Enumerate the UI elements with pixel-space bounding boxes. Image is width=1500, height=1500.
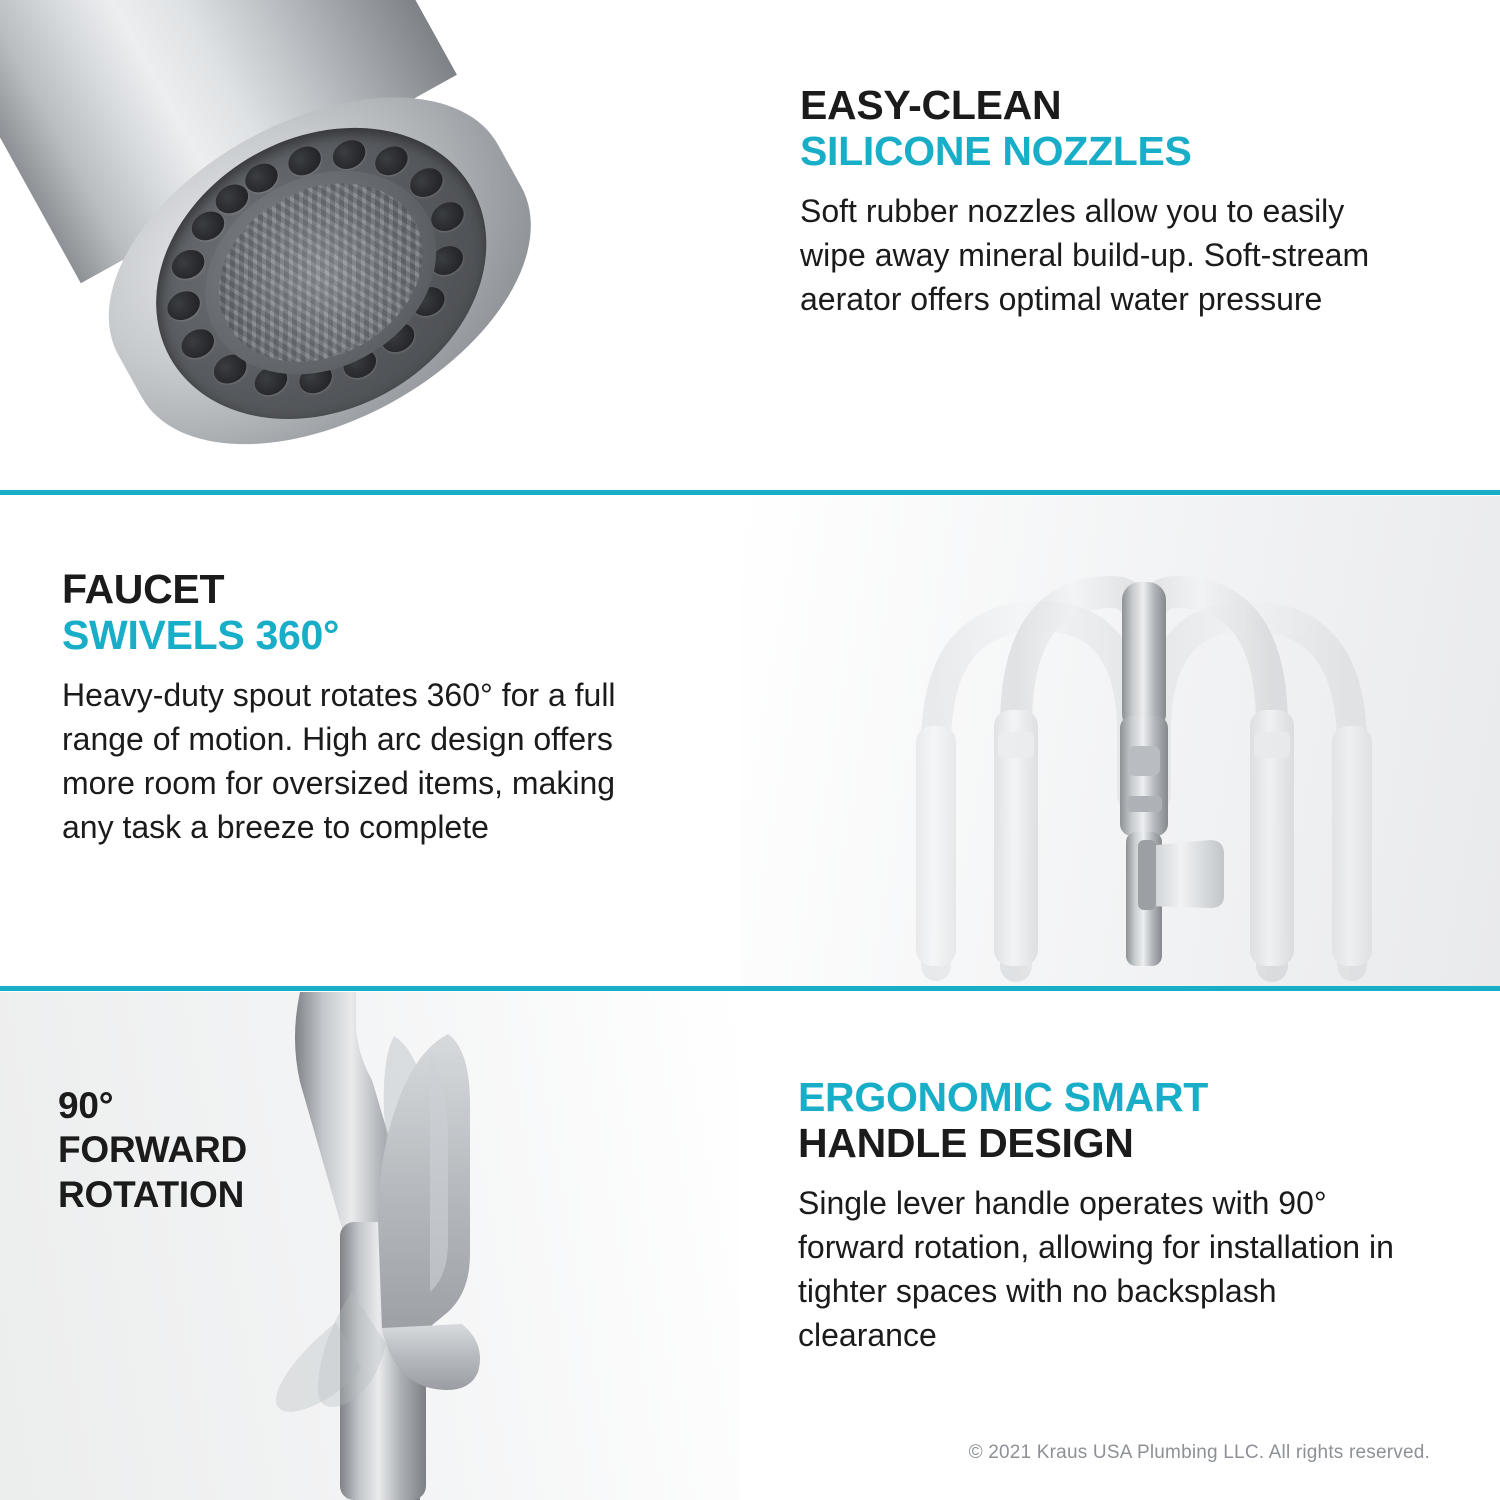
panel-handle-rotation <box>0 992 1500 1500</box>
swivel-textblock <box>62 566 682 849</box>
section-divider <box>0 490 1500 495</box>
swivel-body-text: Heavy-duty spout rotates 360° for a full range of motion. High arc design offers more room for oversized items, making any task a breeze to complete <box>62 676 616 846</box>
ergonomic-headline-secondary: HANDLE DESIGN <box>798 1120 1134 1167</box>
aerator-illustration <box>0 0 730 490</box>
silicone-nozzle <box>328 134 371 174</box>
panel-easy-clean <box>0 0 1500 490</box>
faucet-swivel-range-photo <box>740 496 1500 986</box>
forward-rotation-label-line3: ROTATION <box>58 1173 245 1215</box>
swivel-faucet-illustration <box>740 496 1500 986</box>
easy-clean-textblock <box>800 82 1420 321</box>
silicone-nozzle <box>167 244 210 284</box>
easy-clean-headline-primary: EASY-CLEAN <box>800 82 1062 128</box>
swivel-headline-secondary: SWIVELS 360° <box>62 612 340 659</box>
faucet-aerator-closeup-photo <box>0 0 740 490</box>
ergonomic-body-text: Single lever handle operates with 90° forward rotation, allowing for installation in tighter spaces with no backsplash clearance <box>798 1184 1394 1354</box>
silicone-nozzle <box>162 286 205 326</box>
aerator-photo-cell <box>0 0 740 490</box>
forward-rotation-label-line2: FORWARD <box>58 1129 248 1171</box>
swivel-photo-cell <box>740 496 1500 986</box>
section-divider <box>0 986 1500 991</box>
panel-swivel-360 <box>0 496 1500 986</box>
forward-rotation-label <box>58 1084 247 1217</box>
easy-clean-headline-secondary: SILICONE NOZZLES <box>800 128 1192 175</box>
copyright-notice: © 2021 Kraus USA Plumbing LLC. All rights reserved. <box>968 1442 1430 1463</box>
easy-clean-body-text: Soft rubber nozzles allow you to easily wipe away mineral build-up. Soft-stream aerator offers optimal water pressure <box>800 192 1370 317</box>
ergonomic-textblock <box>798 1074 1458 1357</box>
swivel-text-cell <box>0 496 740 986</box>
ergonomic-text-cell <box>740 992 1500 1500</box>
silicone-nozzle <box>176 324 219 364</box>
handle-photo-cell <box>0 992 740 1500</box>
ergonomic-headline-primary: ERGONOMIC SMART <box>798 1074 1209 1120</box>
faucet-handle-shape <box>1146 840 1224 908</box>
faucet-handle-rotation-photo <box>0 992 740 1500</box>
forward-rotation-label-line1: 90° <box>58 1085 114 1126</box>
easy-clean-text-cell <box>740 0 1500 490</box>
handle-rotation-illustration <box>0 992 740 1500</box>
swivel-headline-primary: FAUCET <box>62 566 225 612</box>
